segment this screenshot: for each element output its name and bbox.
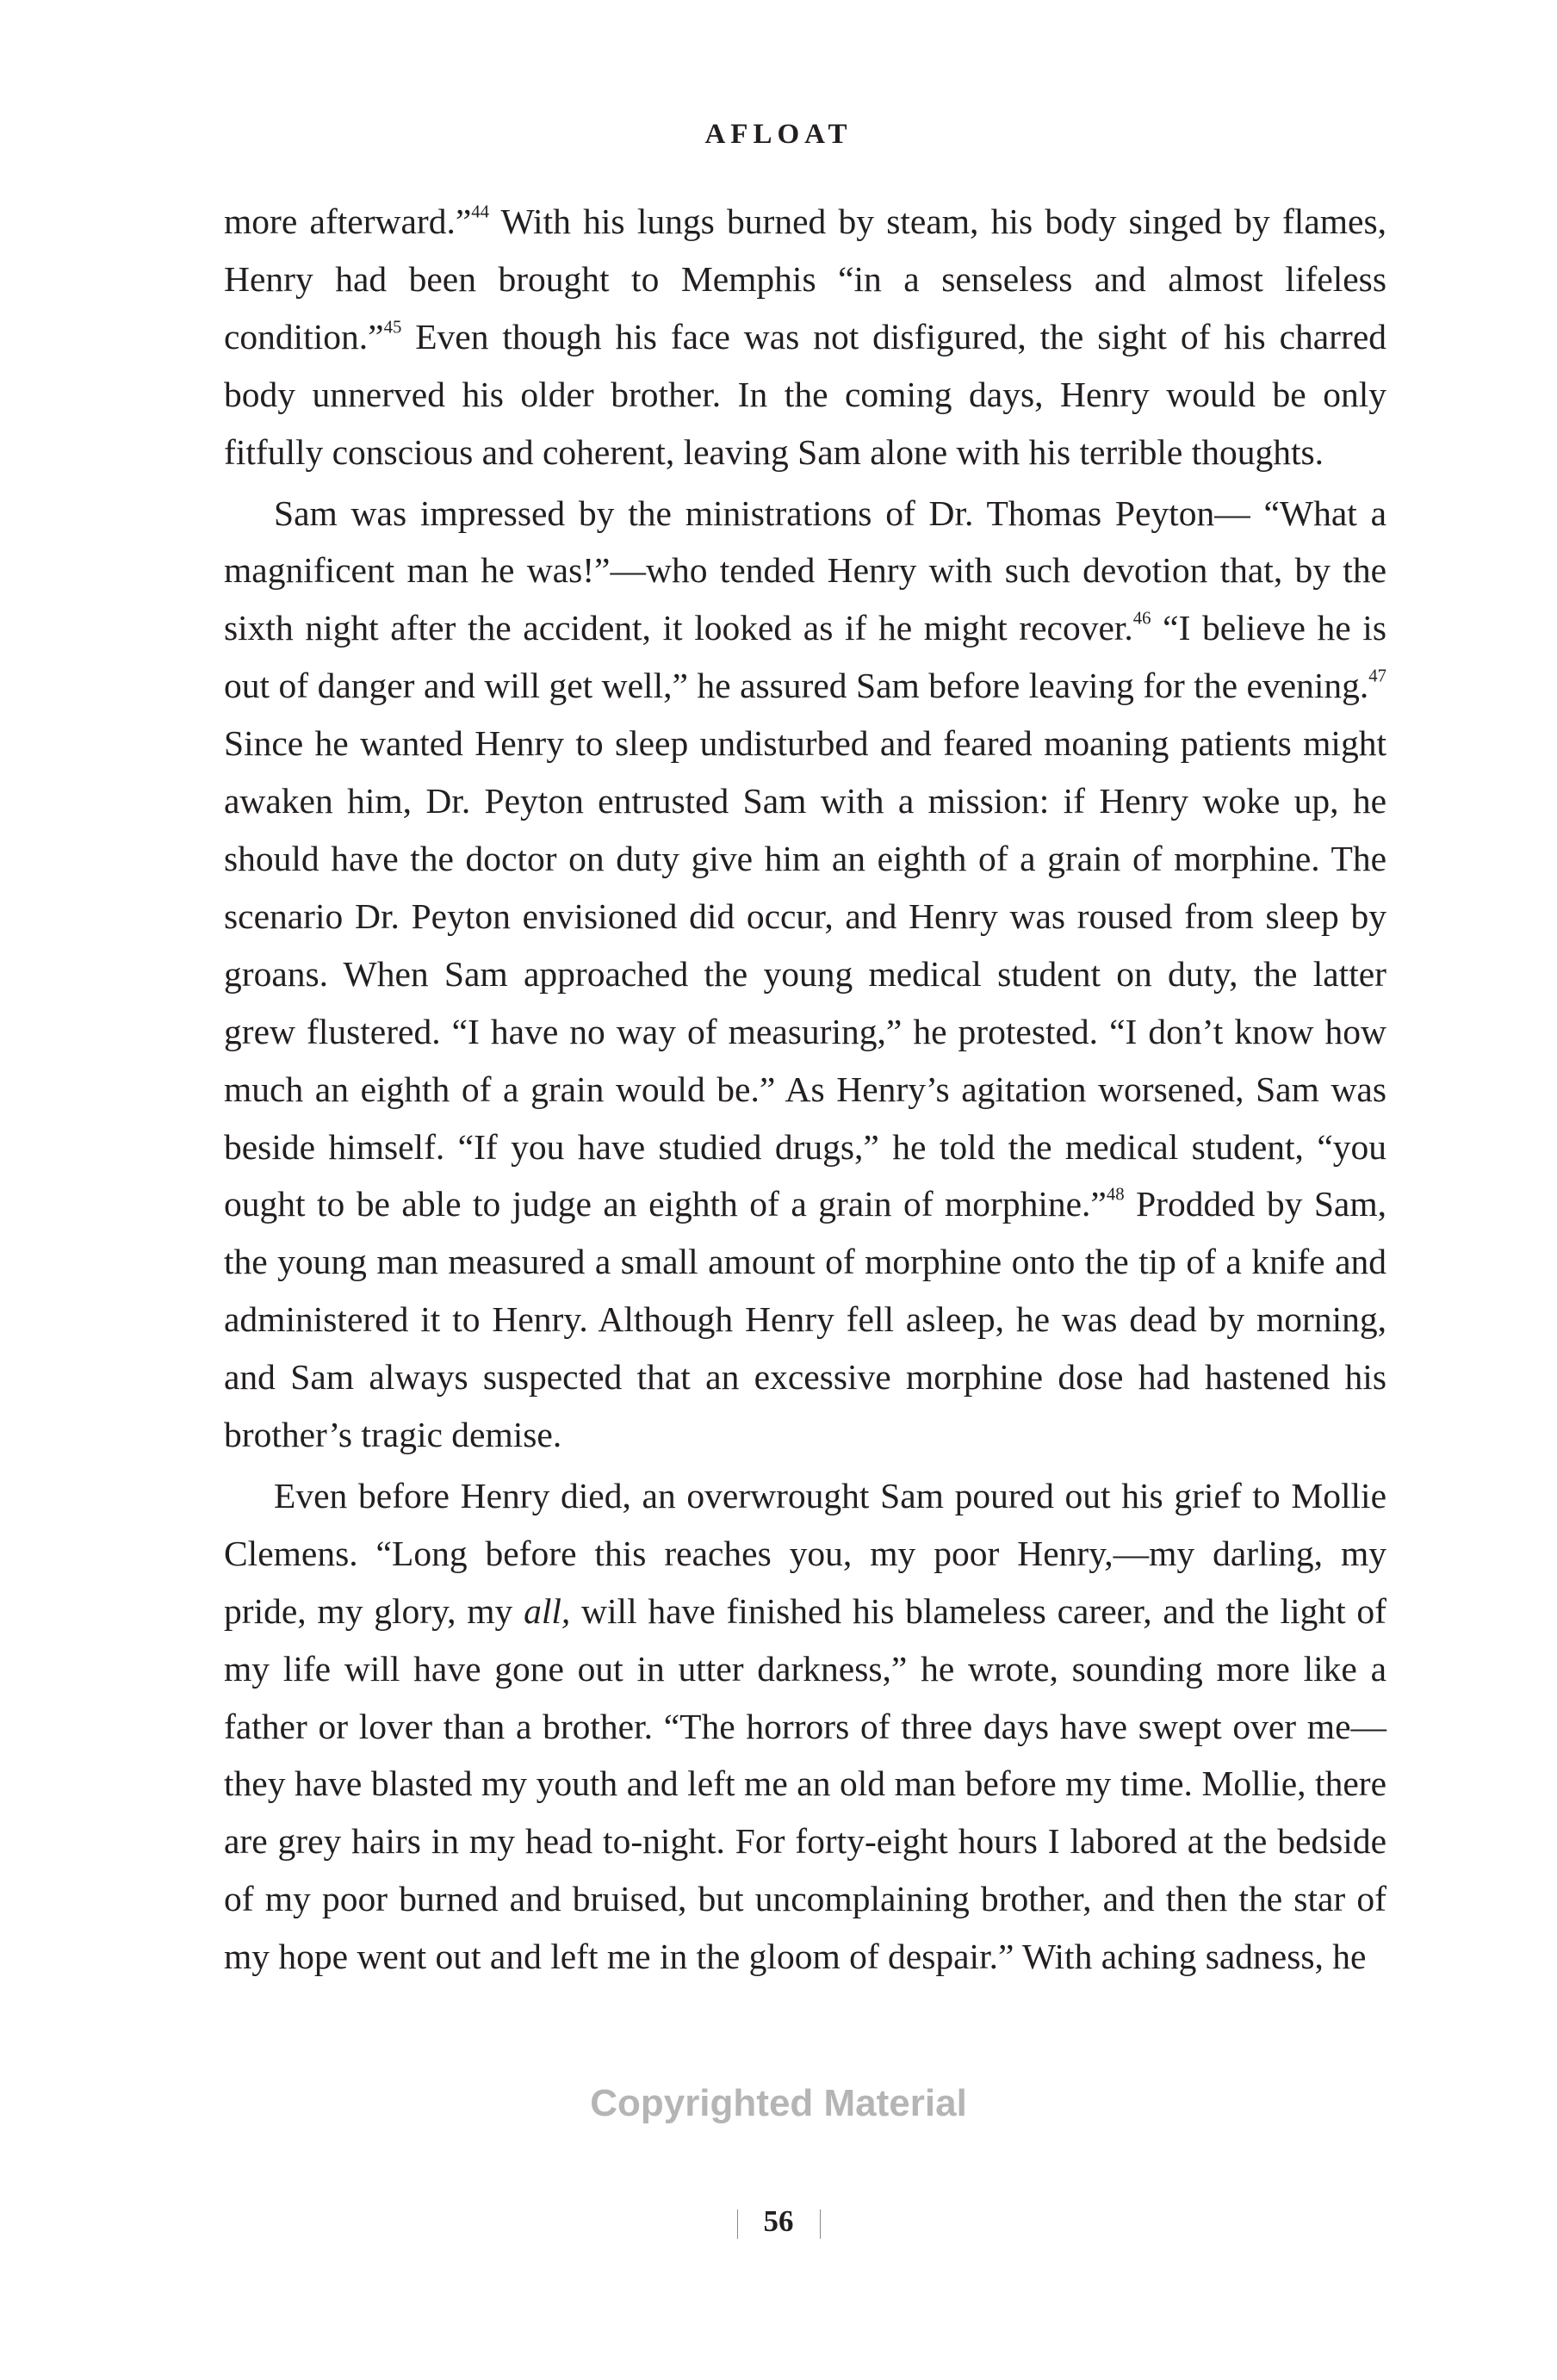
footnote-ref: 47 xyxy=(1368,666,1386,686)
running-head: AFLOAT xyxy=(704,119,853,150)
footnote-ref: 44 xyxy=(471,202,490,222)
paragraph xyxy=(224,193,1386,481)
paragraph xyxy=(224,1467,1386,1986)
emphasis-text: all, xyxy=(524,1590,571,1631)
text-run: Even before Henry died, an overwrought Sam poured out his grief to Mollie Clemens. “Long before this reaches you, my poor Henry,—my darling, my pride, my glory, my xyxy=(224,1475,1386,1631)
text-run: Even though his face was not disfigured, the sight of his charred body unnerved his older brother. In the coming days, Henry would be only fitfully conscious and coherent, leaving Sam alone with his terrible thoughts. xyxy=(224,316,1386,472)
text-run: more afterward.” xyxy=(224,201,472,241)
text-run: “I believe he is out of danger and will get well,” he assured Sam before leaving for the evening. xyxy=(224,608,1386,706)
text-run: With his lungs burned by steam, his body singed by flames, Henry had been brought to Memphis “in a senseless and almost lifeless condition.” xyxy=(224,201,1386,356)
page-folio xyxy=(0,2204,1557,2239)
folio-left-rule xyxy=(737,2210,738,2239)
text-run: Since he wanted Henry to sleep undisturbed and feared moaning patients might awaken him, Dr. Peyton entrusted Sam with a mission: if Henry woke up, he should have the doctor on duty give him an eighth of a grain of morphine. The scenario Dr. Peyton envisioned did occur, and Henry was roused from sleep by groans. When Sam approached the young medical student on duty, the latter grew flustered. “I have no way of measuring,” he protested. “I don’t know how much an eighth of a grain would be.” As Henry’s agitation worsened, Sam was beside himself. “If you have studied drugs,” he told the medical student, “you ought to be able to judge an eighth of a grain of morphine.” xyxy=(224,723,1386,1224)
text-run: Sam was impressed by the ministrations of Dr. Thomas Peyton— “What a magnificent man he was!”—who tended Henry with such devotion that, by the sixth night after the accident, it looked as if he might recover. xyxy=(224,493,1386,648)
body-text xyxy=(224,193,1386,1986)
folio-right-rule xyxy=(820,2210,821,2239)
text-run: Prodded by Sam, the young man measured a small amount of morphine onto the tip of a knife and administered it to Henry. Although Henry fell asleep, he was dead by morning, and Sam always suspected that an excessive morphine dose had hastened his brother’s tragic demise. xyxy=(224,1184,1386,1455)
footnote-ref: 45 xyxy=(383,318,402,338)
text-run: will have finished his blameless career, and the light of my life will have gone out in utter darkness,” he wrote, sounding more like a father or lover than a brother. “The horrors of three days have swept over me—they have blasted my youth and left me an old man before my time. Mollie, there are grey hairs in my head to-night. For forty-eight hours I labored at the bedside of my poor burned and bruised, but uncomplaining brother, and then the star of my hope went out and left me in the gloom of despair.” With aching sadness, he xyxy=(224,1590,1386,1977)
footnote-ref: 48 xyxy=(1106,1185,1125,1205)
page-number: 56 xyxy=(763,2204,794,2238)
paragraph xyxy=(224,485,1386,1464)
copyright-watermark: Copyrighted Material xyxy=(590,2082,967,2124)
footnote-ref: 46 xyxy=(1132,609,1151,629)
